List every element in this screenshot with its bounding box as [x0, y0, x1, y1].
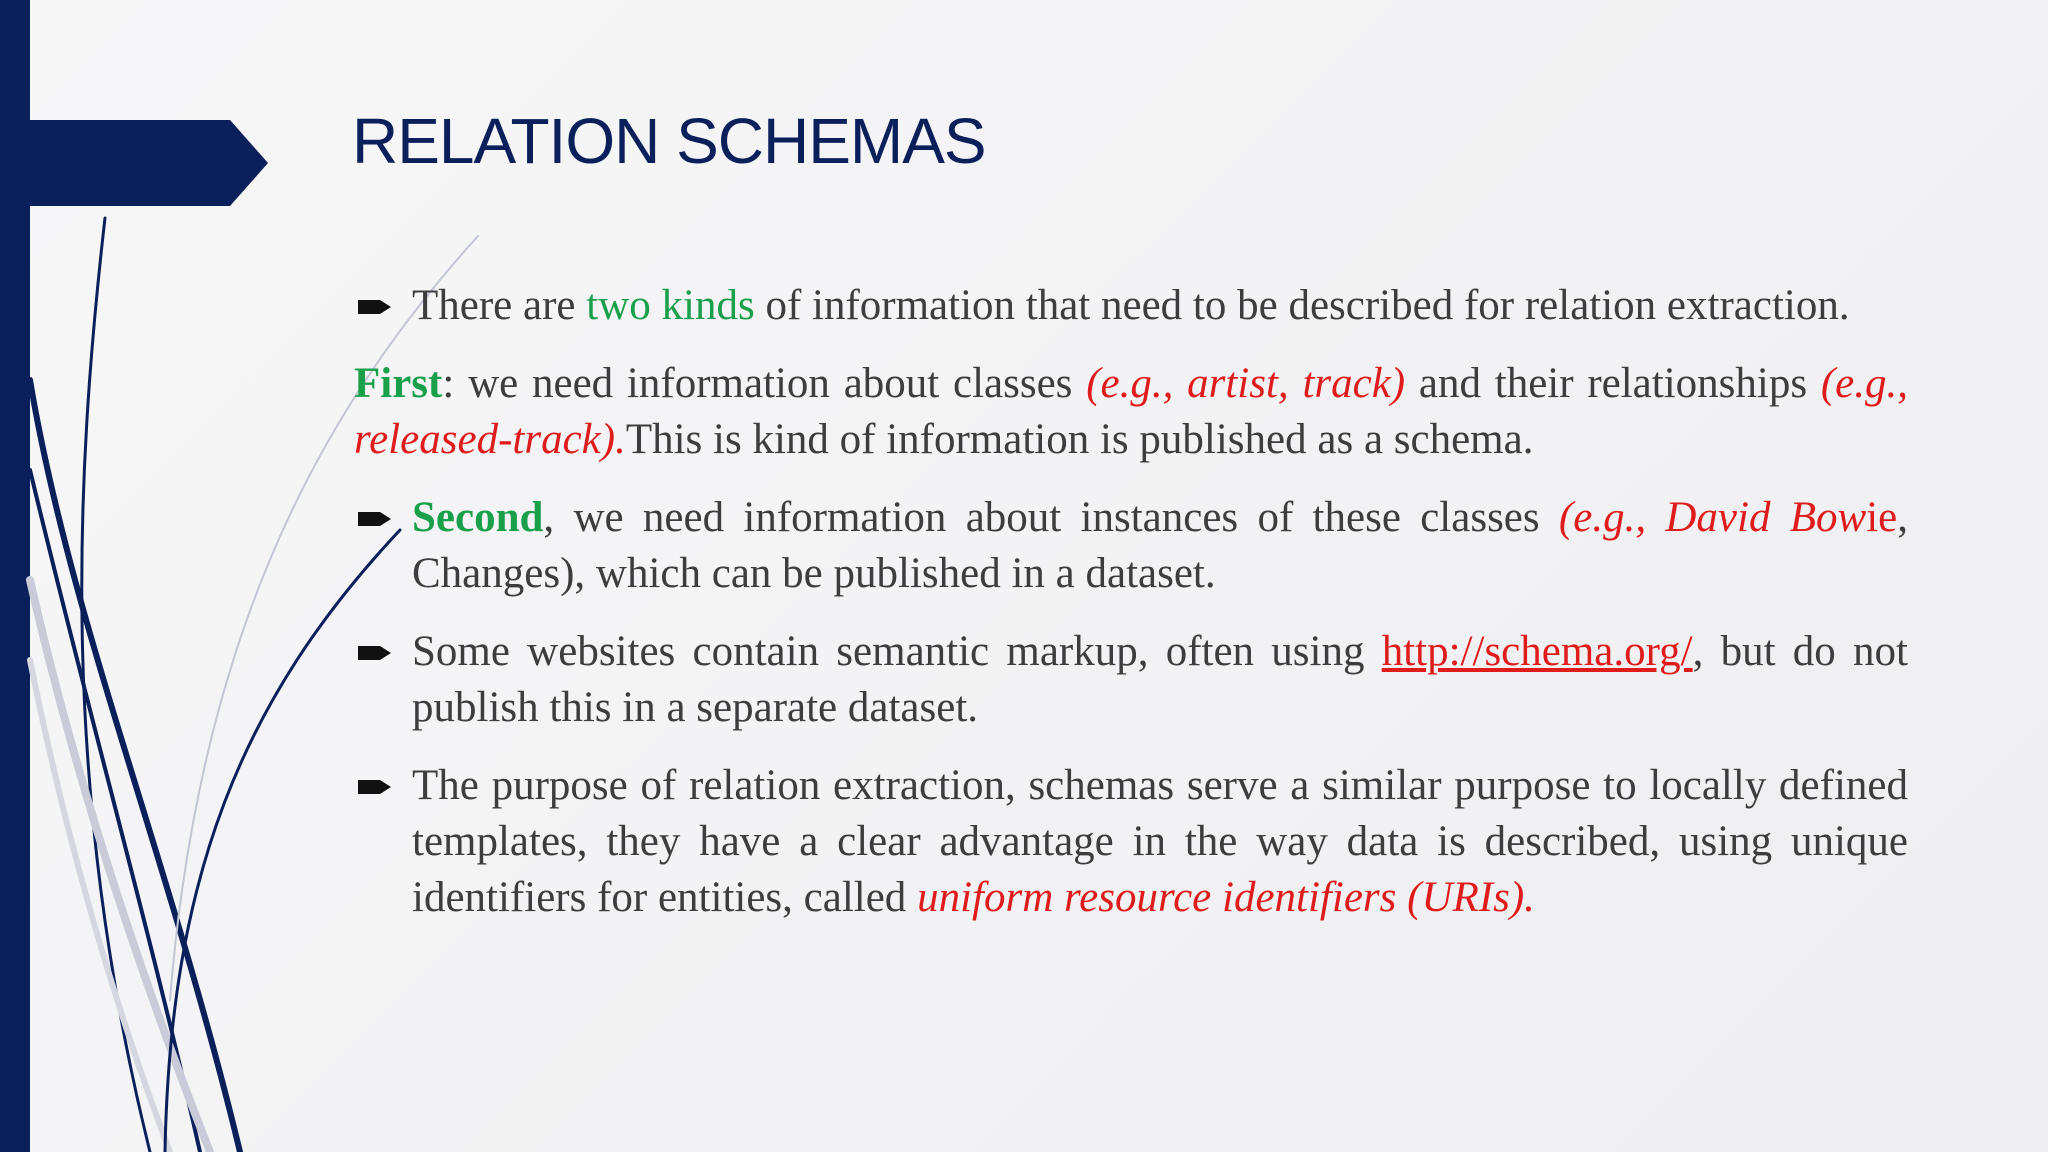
arrow-right-icon	[358, 644, 392, 662]
bullet-paragraph-4	[354, 758, 1908, 926]
text: , we need information about instances of these classes	[543, 494, 1559, 541]
text: , Changes), which can be published in a dataset.	[412, 494, 1909, 597]
swoosh-line	[82, 218, 150, 1152]
text: The purpose of relation extraction, schemas serve a similar purpose to locally defined templates, they have a clear advantage in the way data is described, using unique identifiers for entities, called	[412, 762, 1908, 921]
text: of information that need to be described for relation extraction.	[754, 282, 1850, 329]
arrow-right-icon	[358, 778, 392, 796]
text: and their relationships	[1405, 360, 1821, 407]
paragraph-first	[354, 356, 1908, 468]
slide-title: RELATION SCHEMAS	[352, 105, 986, 177]
title-arrow-banner	[0, 120, 268, 206]
bullet-paragraph-2	[354, 490, 1908, 602]
text: This is kind of information is published as a schema.	[625, 416, 1534, 463]
swoosh-line	[30, 380, 240, 1152]
highlight-text: two kinds	[586, 282, 755, 329]
schema-org-link[interactable]: http://schema.org/	[1381, 628, 1693, 675]
bullet-paragraph-1	[354, 278, 1908, 334]
text: : we need information about classes	[442, 360, 1087, 407]
text: Some websites contain semantic markup, often using	[412, 628, 1382, 675]
swoosh-line	[30, 660, 170, 1152]
example-text: uniform resource identifiers (URIs).	[917, 874, 1535, 921]
slide-body	[354, 278, 1908, 926]
swoosh-line	[30, 580, 210, 1152]
text: , but do not publish this in a separate dataset.	[412, 628, 1908, 731]
keyword-second: Second	[412, 494, 544, 541]
keyword-first: First	[354, 360, 443, 407]
example-text: (e.g., released-track).	[354, 360, 1908, 463]
arrow-right-icon	[358, 510, 392, 528]
example-text: ie	[1866, 494, 1898, 541]
arrow-right-icon	[358, 298, 392, 316]
example-text: (e.g., artist, track)	[1086, 360, 1406, 407]
text: There are	[412, 282, 587, 329]
example-text: (e.g., David Bow	[1558, 494, 1867, 541]
bullet-paragraph-3	[354, 624, 1908, 736]
